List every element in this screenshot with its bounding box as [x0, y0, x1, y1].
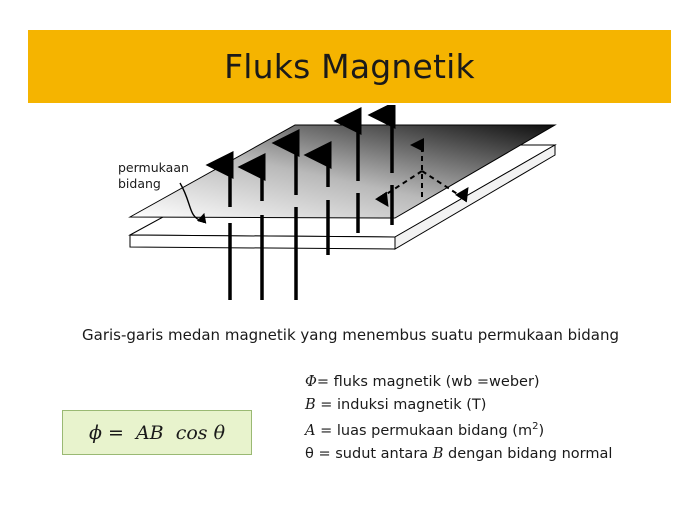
legend-item-area — [305, 421, 685, 440]
legend-text-angle: = sudut antara — [318, 446, 433, 462]
flux-formula: ϕ = AB cos θ — [88, 421, 226, 444]
legend-symbol-a: A — [305, 422, 316, 439]
formula-box — [62, 410, 252, 455]
legend-angle-emphasis: B — [432, 446, 444, 462]
symbol-legend — [305, 374, 685, 469]
legend-item-induction — [305, 397, 685, 414]
surface-label-line2: bidang — [118, 175, 161, 191]
legend-text-area: = luas permukaan bidang (m — [320, 422, 533, 439]
legend-symbol-phi: Φ — [305, 374, 317, 390]
diagram-caption: Garis-garis medan magnetik yang menembus suatu permukaan bidang — [82, 326, 620, 344]
diagram-svg — [110, 105, 570, 325]
surface-label — [118, 160, 208, 191]
legend-symbol-b: B — [305, 397, 316, 414]
surface-label-line1: permukaan — [118, 160, 189, 175]
legend-text-area-close: ) — [538, 422, 545, 439]
legend-area-exponent: 2 — [532, 420, 539, 432]
magnetic-flux-diagram — [110, 105, 570, 325]
legend-text-flux: = fluks magnetik (wb =weber) — [316, 374, 540, 390]
legend-text-angle-close: dengan bidang normal — [443, 446, 613, 462]
legend-item-angle — [305, 446, 685, 463]
page-title: Fluks Magnetik — [224, 47, 475, 86]
legend-item-flux — [305, 374, 685, 391]
legend-symbol-theta: θ — [305, 446, 314, 462]
legend-text-induction: = induksi magnetik (T) — [320, 397, 487, 414]
